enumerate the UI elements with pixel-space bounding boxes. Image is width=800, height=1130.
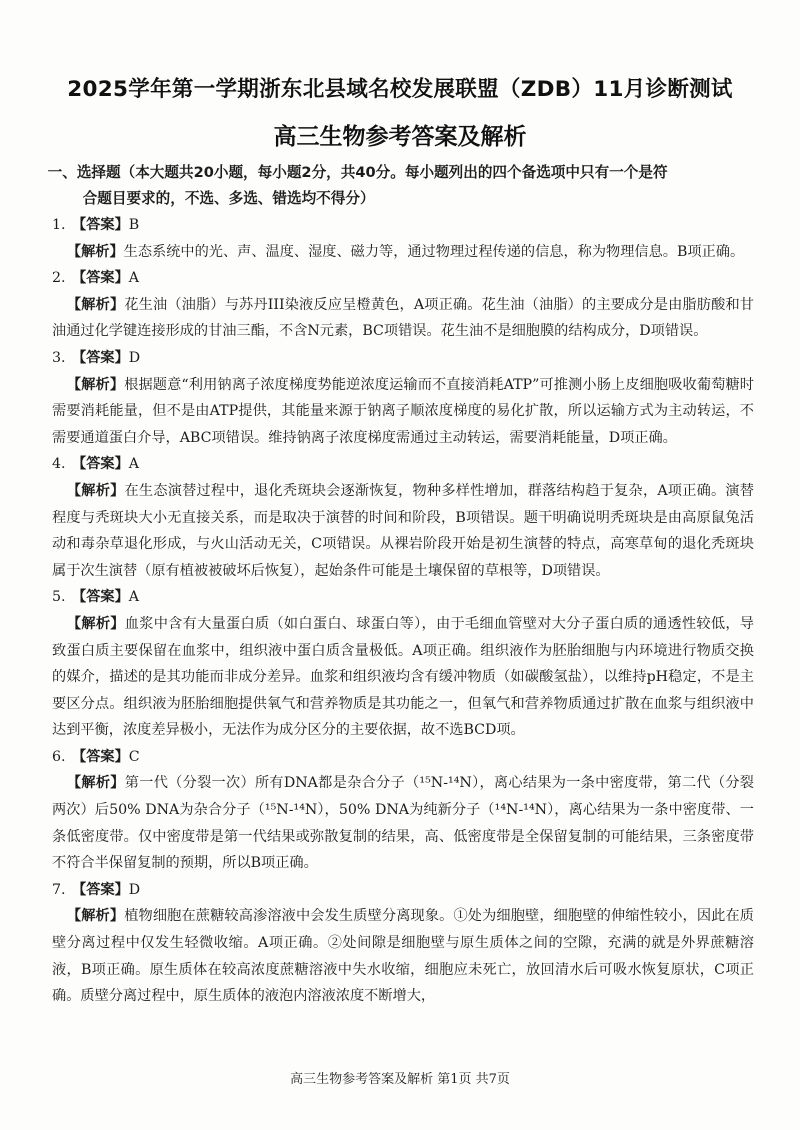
explanation-label: 【解析】 (66, 296, 125, 313)
section-heading-line1: 一、选择题（本大题共20小题，每小题2分，共40分。每小题列出的四个备选项中只有一个是符 (47, 164, 668, 181)
question-number: 7. (52, 881, 66, 898)
explanation-paragraph (52, 611, 754, 744)
explanation-paragraph (52, 292, 754, 345)
explanation-text: 血浆中含有大量蛋白质（如白蛋白、球蛋白等），由于毛细血管壁对大分子蛋白质的通透性较低，导致蛋白质主要保留在血浆中，组织液中蛋白质含量极低。A项正确。组织液作为胚胎细胞与内环境进行物质交换的媒介，描述的是其功能而非成分差异。血浆和组织液均含有缓冲物质（如碳酸氢盐），以维持pH稳定，不是主要区分点。组织液为胚胎细胞提供氧气和营养物质是其功能之一，但氧气和营养物质通过扩散在血浆与组织液中达到平衡，浓度差异极小，无法作为成分区分的主要依据，故不选BCD项。 (52, 615, 754, 739)
answer-label: 【答案】 (72, 456, 129, 473)
question-item-4 (52, 451, 754, 584)
explanation-label: 【解析】 (66, 775, 125, 792)
answer-value: B (128, 217, 140, 233)
section-heading-line2: 合题目要求的，不选、多选、错选均不得分） (82, 190, 375, 207)
answer-value: D (128, 881, 141, 898)
explanation-paragraph (52, 770, 754, 876)
answer-label: 【答案】 (72, 217, 129, 233)
answer-value: C (128, 748, 140, 765)
answer-label: 【答案】 (72, 270, 129, 287)
explanation-text: 根据题意“利用钠离子浓度梯度势能逆浓度运输而不直接消耗ATP”可推测小肠上皮细胞吸收葡萄糖时需要消耗能量，但不是由ATP提供，其能量来源于钠离子顺浓度梯度的易化扩散，所以运输方式为主动转运，不需要通道蛋白介导，ABC项错误。维持钠离子浓度梯度需通过主动转运，需要消耗能量，D项正确。 (52, 376, 754, 446)
question-item-7 (52, 877, 754, 1010)
question-number: 5. (52, 589, 66, 606)
answer-value: D (128, 349, 141, 366)
question-number: 4. (52, 456, 66, 473)
answer-label: 【答案】 (72, 748, 129, 765)
question-item-5 (52, 584, 754, 744)
question-number: 2. (52, 270, 66, 287)
answer-value: A (128, 589, 140, 606)
question-item-2 (52, 265, 754, 345)
answer-label: 【答案】 (72, 349, 129, 366)
answer-line (52, 451, 754, 478)
explanation-label: 【解析】 (66, 908, 125, 925)
answer-label: 【答案】 (72, 589, 129, 606)
explanation-label: 【解析】 (66, 243, 124, 260)
question-number: 3. (52, 349, 66, 366)
answer-line (52, 265, 754, 292)
answer-line (52, 345, 754, 372)
page-footer: 高三生物参考答案及解析 第1页 共7页 (290, 1072, 510, 1087)
explanation-paragraph (52, 372, 754, 452)
explanation-label: 【解析】 (66, 376, 125, 393)
explanation-text: 生态系统中的光、声、温度、湿度、磁力等，通过物理过程传递的信息，称为物理信息。B项正确。 (123, 243, 745, 260)
answer-value: A (128, 456, 140, 473)
section-heading (47, 160, 754, 212)
explanation-label: 【解析】 (66, 482, 125, 499)
explanation-paragraph (52, 239, 754, 266)
content-body (47, 160, 754, 1010)
explanation-label: 【解析】 (66, 615, 125, 632)
explanation-text: 植物细胞在蔗糖较高渗溶液中会发生质壁分离现象。①处为细胞壁，细胞壁的伸缩性较小，因此在质壁分离过程中仅发生轻微收缩。A项正确。②处间隙是细胞壁与原生质体之间的空隙，充满的就是外界蔗糖溶液，B项正确。原生质体在较高浓度蔗糖溶液中失水收缩，细胞应未死亡，放回清水后可吸水恢复原状，C项正确。质壁分离过程中，原生质体的液泡内溶液浓度不断增大， (52, 908, 754, 1005)
answer-line (52, 212, 754, 239)
exam-title: 2025学年第一学期浙东北县域名校发展联盟（ZDB）11月诊断测试 (67, 77, 733, 102)
answer-label: 【答案】 (72, 881, 129, 898)
question-item-3 (52, 345, 754, 451)
explanation-text: 在生态演替过程中，退化秃斑块会逐渐恢复，物种多样性增加，群落结构趋于复杂，A项正确。演替程度与秃斑块大小无直接关系，而是取决于演替的时间和阶段，B项错误。题干明确说明秃斑块是由高原鼠兔活动和毒杂草退化形成，与火山活动无关，C项错误。从裸岩阶段开始是初生演替的特点，高寒草甸的退化秃斑块属于次生演替（原有植被被破坏后恢复），起始条件可能是土壤保留的草根等，D项错误。 (52, 482, 754, 579)
question-item-1 (52, 212, 754, 265)
question-item-6 (52, 744, 754, 877)
explanation-text: 第一代（分裂一次）所有DNA都是杂合分子（¹⁵N-¹⁴N），离心结果为一条中密度带，第二代（分裂两次）后50% DNA为杂合分子（¹⁵N-¹⁴N），50% DNA为纯新分子（¹⁴N-¹⁴N），离心结果为一条中密度带、一条低密度带。仅中密度带是第一代结果或弥散复制的结果，高、低密度带是全保留复制的可能结果，三条密度带不符合半保留复制的预期，所以B项正确。 (52, 775, 754, 872)
document-subtitle: 高三生物参考答案及解析 (273, 124, 527, 150)
explanation-text: 花生油（油脂）与苏丹III染液反应呈橙黄色，A项正确。花生油（油脂）的主要成分是由脂肪酸和甘油通过化学键连接形成的甘油三酯，不含N元素，BC项错误。花生油不是细胞膜的结构成分，D项错误。 (52, 296, 754, 340)
explanation-paragraph (52, 903, 754, 1009)
question-number: 1. (52, 217, 66, 233)
answer-line (52, 877, 754, 904)
answer-line (52, 584, 754, 611)
answer-value: A (128, 270, 140, 287)
answer-line (52, 744, 754, 771)
question-number: 6. (52, 748, 66, 765)
explanation-paragraph (52, 478, 754, 584)
